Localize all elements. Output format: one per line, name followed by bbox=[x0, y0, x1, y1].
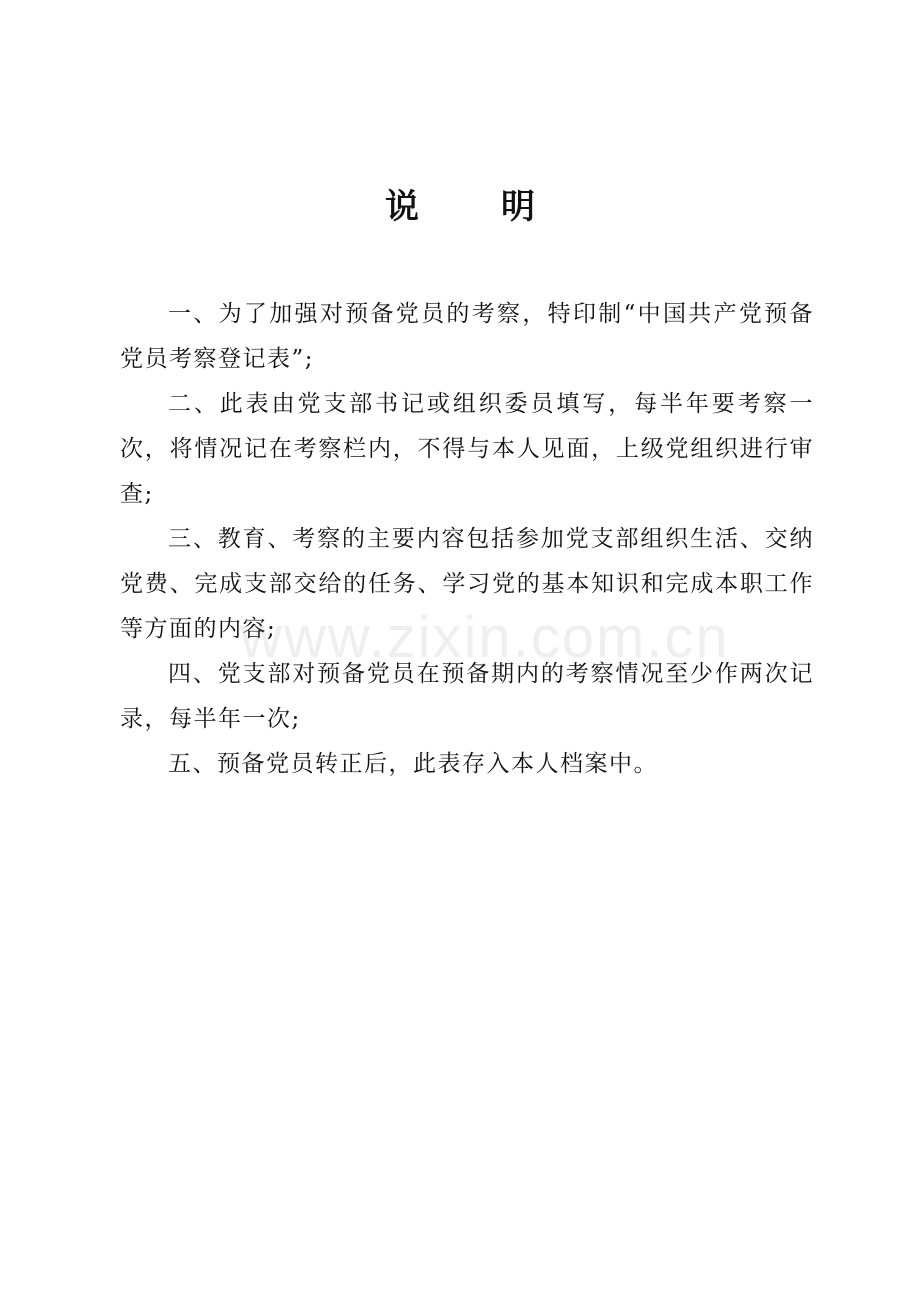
page-title bbox=[0, 184, 920, 230]
paragraph-4: 四、党支部对预备党员在预备期内的考察情况至少作两次记录，每半年一次; bbox=[120, 661, 814, 732]
title-char-1: 说 bbox=[385, 187, 419, 227]
paragraph-1: 一、为了加强对预备党员的考察，特印制“中国共产党预备党员考察登记表”; bbox=[120, 301, 814, 372]
watermark-text: www.zixin.com.cn bbox=[240, 605, 730, 670]
paragraph-2: 二、此表由党支部书记或组织委员填写，每半年要考察一次，将情况记在考察栏内，不得与本人见面，上级党组织进行审查; bbox=[120, 391, 814, 507]
paragraph-3: 三、教育、考察的主要内容包括参加党支部组织生活、交纳党费、完成支部交给的任务、学习党的基本知识和完成本职工作等方面的内容; bbox=[120, 526, 814, 642]
paragraph-5: 五、预备党员转正后，此表存入本人档案中。 bbox=[168, 751, 658, 777]
instructions-body bbox=[120, 292, 814, 787]
title-char-2: 明 bbox=[501, 187, 535, 227]
